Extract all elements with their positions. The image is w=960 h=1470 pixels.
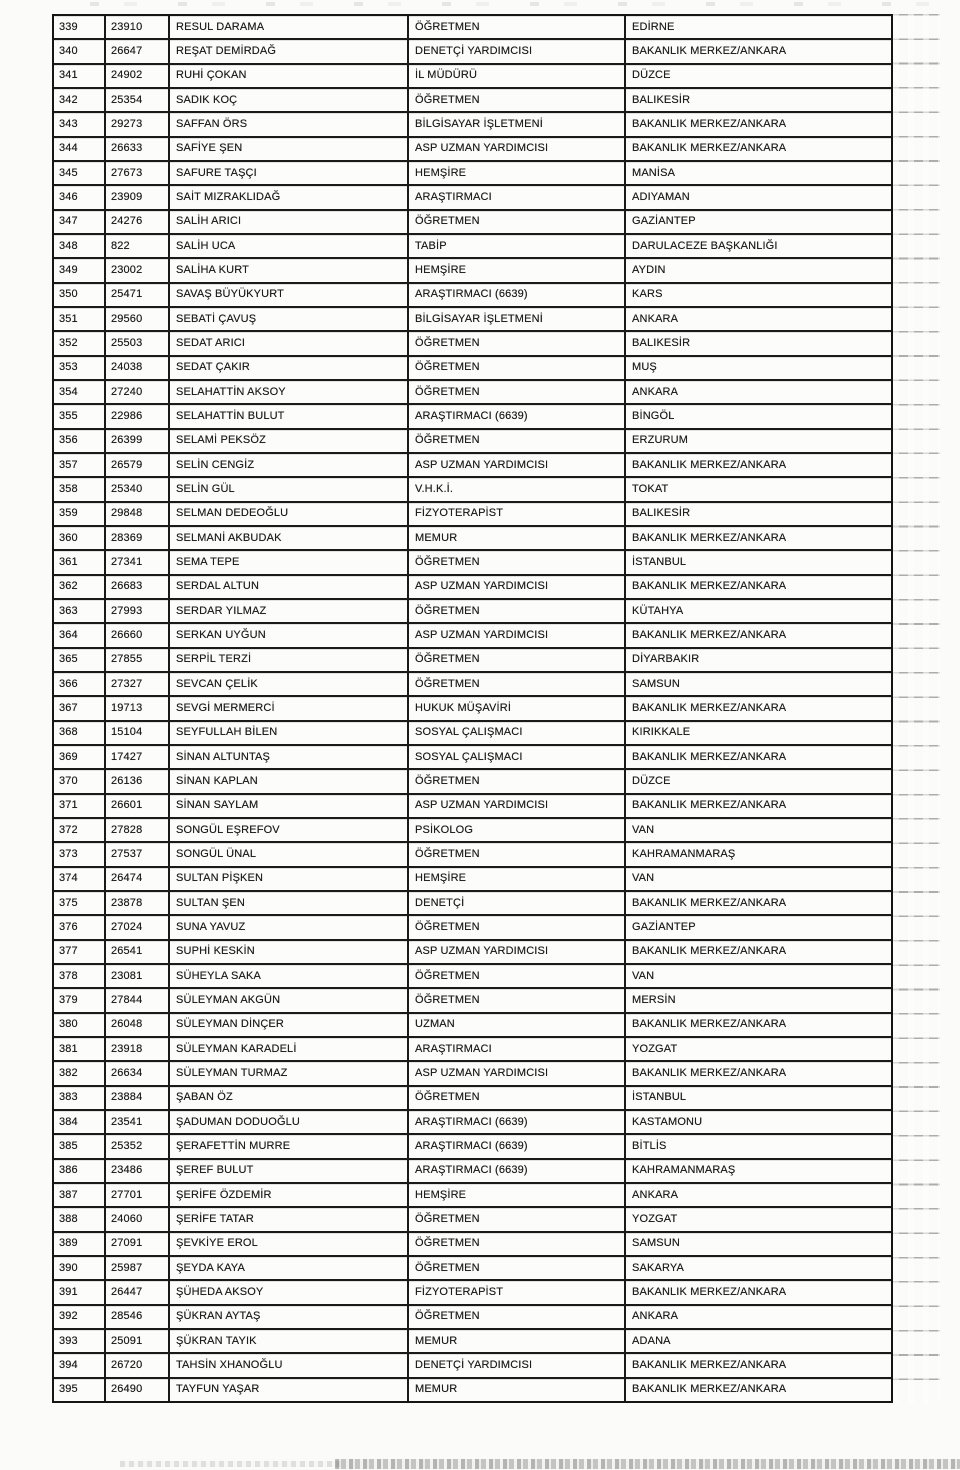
row-number-cell: 388 [54, 1208, 104, 1230]
province-cell: BAKANLIK MERKEZ/ANKARA [626, 697, 891, 719]
title-cell: DENETÇİ YARDIMCISI [409, 40, 624, 62]
registry-no-cell: 24902 [106, 65, 168, 87]
province-cell: MANİSA [626, 162, 891, 184]
registry-no-cell: 23884 [106, 1087, 168, 1109]
registry-no-cell: 28546 [106, 1306, 168, 1328]
name-cell: SADIK KOÇ [170, 89, 407, 111]
province-cell: BAKANLIK MERKEZ/ANKARA [626, 40, 891, 62]
name-cell: REŞAT DEMİRDAĞ [170, 40, 407, 62]
title-cell: ASP UZMAN YARDIMCISI [409, 795, 624, 817]
row-number-cell: 353 [54, 357, 104, 379]
province-cell: DARULACEZE BAŞKANLIĞI [626, 235, 891, 257]
province-cell: BAKANLIK MERKEZ/ANKARA [626, 113, 891, 135]
name-cell: SELAMİ PEKSÖZ [170, 430, 407, 452]
title-cell: ASP UZMAN YARDIMCISI [409, 941, 624, 963]
scan-line-bleed [893, 14, 940, 1403]
province-cell: KIRIKKALE [626, 722, 891, 744]
row-number-cell: 369 [54, 746, 104, 768]
province-cell: BİNGÖL [626, 405, 891, 427]
name-cell: SİNAN KAPLAN [170, 770, 407, 792]
row-number-cell: 359 [54, 503, 104, 525]
title-cell: PSİKOLOG [409, 819, 624, 841]
title-cell: MEMUR [409, 1379, 624, 1401]
registry-no-cell: 27855 [106, 649, 168, 671]
title-cell: ÖĞRETMEN [409, 916, 624, 938]
row-number-cell: 352 [54, 332, 104, 354]
name-cell: ŞABAN ÖZ [170, 1087, 407, 1109]
registry-no-cell: 25987 [106, 1257, 168, 1279]
province-cell: BAKANLIK MERKEZ/ANKARA [626, 746, 891, 768]
row-number-cell: 362 [54, 576, 104, 598]
registry-no-cell: 23541 [106, 1111, 168, 1133]
name-cell: SELAHATTİN BULUT [170, 405, 407, 427]
row-number-cell: 368 [54, 722, 104, 744]
row-number-cell: 367 [54, 697, 104, 719]
name-cell: SÜLEYMAN AKGÜN [170, 989, 407, 1011]
registry-no-cell: 29560 [106, 308, 168, 330]
province-cell: ANKARA [626, 1184, 891, 1206]
province-cell: EDİRNE [626, 16, 891, 38]
name-cell: SERKAN UYĞUN [170, 624, 407, 646]
name-cell: SÜLEYMAN KARADELİ [170, 1038, 407, 1060]
title-cell: ÖĞRETMEN [409, 16, 624, 38]
row-number-cell: 384 [54, 1111, 104, 1133]
name-cell: SULTAN PİŞKEN [170, 868, 407, 890]
name-cell: SEDAT ARICI [170, 332, 407, 354]
name-cell: SAFURE TAŞÇI [170, 162, 407, 184]
registry-no-cell: 26136 [106, 770, 168, 792]
registry-no-cell: 27844 [106, 989, 168, 1011]
province-cell: VAN [626, 819, 891, 841]
registry-no-cell: 26601 [106, 795, 168, 817]
row-number-cell: 381 [54, 1038, 104, 1060]
province-cell: İSTANBUL [626, 1087, 891, 1109]
row-number-cell: 341 [54, 65, 104, 87]
registry-no-cell: 26634 [106, 1062, 168, 1084]
row-number-cell: 350 [54, 284, 104, 306]
province-cell: BAKANLIK MERKEZ/ANKARA [626, 795, 891, 817]
registry-no-cell: 26633 [106, 138, 168, 160]
row-number-cell: 344 [54, 138, 104, 160]
registry-no-cell: 27993 [106, 600, 168, 622]
row-number-cell: 357 [54, 454, 104, 476]
province-cell: GAZİANTEP [626, 211, 891, 233]
registry-no-cell: 25352 [106, 1135, 168, 1157]
province-cell: BALIKESİR [626, 503, 891, 525]
name-cell: TAYFUN YAŞAR [170, 1379, 407, 1401]
name-cell: TAHSİN XHANOĞLU [170, 1354, 407, 1376]
registry-no-cell: 19713 [106, 697, 168, 719]
row-number-cell: 391 [54, 1281, 104, 1303]
province-cell: BAKANLIK MERKEZ/ANKARA [626, 576, 891, 598]
name-cell: SELAHATTİN AKSOY [170, 381, 407, 403]
province-cell: SAKARYA [626, 1257, 891, 1279]
province-cell: BALIKESİR [626, 332, 891, 354]
name-cell: SEYFULLAH BİLEN [170, 722, 407, 744]
name-cell: SERDAL ALTUN [170, 576, 407, 598]
title-cell: HUKUK MÜŞAVİRİ [409, 697, 624, 719]
name-cell: SELİN GÜL [170, 478, 407, 500]
row-number-cell: 392 [54, 1306, 104, 1328]
row-number-cell: 389 [54, 1233, 104, 1255]
province-cell: SAMSUN [626, 673, 891, 695]
title-cell: ASP UZMAN YARDIMCISI [409, 1062, 624, 1084]
title-cell: ARAŞTIRMACI (6639) [409, 1160, 624, 1182]
name-cell: SEVGİ MERMERCİ [170, 697, 407, 719]
row-number-cell: 354 [54, 381, 104, 403]
name-cell: SEDAT ÇAKIR [170, 357, 407, 379]
title-cell: ÖĞRETMEN [409, 551, 624, 573]
registry-no-cell: 24038 [106, 357, 168, 379]
scan-band [335, 1459, 960, 1469]
title-cell: V.H.K.İ. [409, 478, 624, 500]
name-cell: SELİN CENGİZ [170, 454, 407, 476]
row-number-cell: 340 [54, 40, 104, 62]
province-cell: SAMSUN [626, 1233, 891, 1255]
name-cell: SÜLEYMAN DİNÇER [170, 1014, 407, 1036]
registry-no-cell: 27327 [106, 673, 168, 695]
province-cell: BAKANLIK MERKEZ/ANKARA [626, 138, 891, 160]
registry-no-cell: 27537 [106, 843, 168, 865]
title-cell: ÖĞRETMEN [409, 1306, 624, 1328]
row-number-cell: 394 [54, 1354, 104, 1376]
registry-no-cell: 23081 [106, 965, 168, 987]
name-cell: ŞERAFETTİN MURRE [170, 1135, 407, 1157]
province-cell: ERZURUM [626, 430, 891, 452]
title-cell: ÖĞRETMEN [409, 430, 624, 452]
registry-no-cell: 23909 [106, 186, 168, 208]
name-cell: SAİT MIZRAKLIDAĞ [170, 186, 407, 208]
title-cell: ARAŞTIRMACI (6639) [409, 405, 624, 427]
title-cell: MEMUR [409, 527, 624, 549]
province-cell: BAKANLIK MERKEZ/ANKARA [626, 892, 891, 914]
province-cell: DÜZCE [626, 65, 891, 87]
title-cell: ÖĞRETMEN [409, 989, 624, 1011]
name-cell: ŞEVKİYE EROL [170, 1233, 407, 1255]
title-cell: HEMŞİRE [409, 162, 624, 184]
registry-no-cell: 26474 [106, 868, 168, 890]
name-cell: SİNAN SAYLAM [170, 795, 407, 817]
title-cell: BİLGİSAYAR İŞLETMENİ [409, 113, 624, 135]
row-number-cell: 365 [54, 649, 104, 671]
title-cell: ÖĞRETMEN [409, 1257, 624, 1279]
title-cell: ÖĞRETMEN [409, 357, 624, 379]
registry-no-cell: 26683 [106, 576, 168, 598]
province-cell: ADANA [626, 1330, 891, 1352]
row-number-cell: 376 [54, 916, 104, 938]
title-cell: ÖĞRETMEN [409, 89, 624, 111]
row-number-cell: 377 [54, 941, 104, 963]
name-cell: SEBATİ ÇAVUŞ [170, 308, 407, 330]
row-number-cell: 378 [54, 965, 104, 987]
registry-no-cell: 26720 [106, 1354, 168, 1376]
registry-no-cell: 25340 [106, 478, 168, 500]
registry-no-cell: 27701 [106, 1184, 168, 1206]
province-cell: BAKANLIK MERKEZ/ANKARA [626, 1281, 891, 1303]
title-cell: FİZYOTERAPİST [409, 1281, 624, 1303]
name-cell: SEVCAN ÇELİK [170, 673, 407, 695]
title-cell: ÖĞRETMEN [409, 770, 624, 792]
province-cell: TOKAT [626, 478, 891, 500]
title-cell: ÖĞRETMEN [409, 1208, 624, 1230]
registry-no-cell: 17427 [106, 746, 168, 768]
row-number-cell: 380 [54, 1014, 104, 1036]
title-cell: UZMAN [409, 1014, 624, 1036]
row-number-cell: 382 [54, 1062, 104, 1084]
registry-no-cell: 23910 [106, 16, 168, 38]
province-cell: BALIKESİR [626, 89, 891, 111]
province-cell: DÜZCE [626, 770, 891, 792]
registry-no-cell: 26660 [106, 624, 168, 646]
name-cell: SULTAN ŞEN [170, 892, 407, 914]
name-cell: ŞÜHEDA AKSOY [170, 1281, 407, 1303]
name-cell: SONGÜL ÜNAL [170, 843, 407, 865]
name-cell: SALİH ARICI [170, 211, 407, 233]
registry-no-cell: 26541 [106, 941, 168, 963]
title-cell: HEMŞİRE [409, 868, 624, 890]
province-cell: VAN [626, 868, 891, 890]
province-cell: MERSİN [626, 989, 891, 1011]
registry-no-cell: 15104 [106, 722, 168, 744]
title-cell: DENETÇİ [409, 892, 624, 914]
registry-no-cell: 26579 [106, 454, 168, 476]
title-cell: HEMŞİRE [409, 259, 624, 281]
scan-band-faint [120, 1461, 340, 1467]
title-cell: ÖĞRETMEN [409, 600, 624, 622]
registry-no-cell: 29848 [106, 503, 168, 525]
title-cell: SOSYAL ÇALIŞMACI [409, 746, 624, 768]
name-cell: SELMAN DEDEOĞLU [170, 503, 407, 525]
name-cell: ŞADUMAN DODUOĞLU [170, 1111, 407, 1133]
province-cell: BAKANLIK MERKEZ/ANKARA [626, 1354, 891, 1376]
province-cell: KASTAMONU [626, 1111, 891, 1133]
title-cell: ÖĞRETMEN [409, 843, 624, 865]
registry-no-cell: 25354 [106, 89, 168, 111]
row-number-cell: 371 [54, 795, 104, 817]
name-cell: SERDAR YILMAZ [170, 600, 407, 622]
name-cell: ŞÜKRAN TAYIK [170, 1330, 407, 1352]
province-cell: BAKANLIK MERKEZ/ANKARA [626, 1062, 891, 1084]
title-cell: ARAŞTIRMACI (6639) [409, 284, 624, 306]
province-cell: BAKANLIK MERKEZ/ANKARA [626, 527, 891, 549]
title-cell: ASP UZMAN YARDIMCISI [409, 624, 624, 646]
province-cell: ANKARA [626, 308, 891, 330]
row-number-cell: 343 [54, 113, 104, 135]
registry-no-cell: 26048 [106, 1014, 168, 1036]
registry-no-cell: 24060 [106, 1208, 168, 1230]
province-cell: BİTLİS [626, 1135, 891, 1157]
title-cell: ÖĞRETMEN [409, 673, 624, 695]
title-cell: ARAŞTIRMACI [409, 1038, 624, 1060]
province-cell: MUŞ [626, 357, 891, 379]
registry-no-cell: 27091 [106, 1233, 168, 1255]
registry-no-cell: 22986 [106, 405, 168, 427]
name-cell: SÜHEYLA SAKA [170, 965, 407, 987]
province-cell: ANKARA [626, 1306, 891, 1328]
title-cell: ARAŞTIRMACI (6639) [409, 1135, 624, 1157]
title-cell: HEMŞİRE [409, 1184, 624, 1206]
province-cell: İSTANBUL [626, 551, 891, 573]
row-number-cell: 345 [54, 162, 104, 184]
registry-no-cell: 26490 [106, 1379, 168, 1401]
name-cell: SONGÜL EŞREFOV [170, 819, 407, 841]
title-cell: ÖĞRETMEN [409, 1233, 624, 1255]
title-cell: ARAŞTIRMACI (6639) [409, 1111, 624, 1133]
row-number-cell: 360 [54, 527, 104, 549]
province-cell: ANKARA [626, 381, 891, 403]
province-cell: KARS [626, 284, 891, 306]
province-cell: VAN [626, 965, 891, 987]
title-cell: ASP UZMAN YARDIMCISI [409, 454, 624, 476]
name-cell: SELMANİ AKBUDAK [170, 527, 407, 549]
province-cell: BAKANLIK MERKEZ/ANKARA [626, 1014, 891, 1036]
name-cell: RUHİ ÇOKAN [170, 65, 407, 87]
name-cell: ŞEREF BULUT [170, 1160, 407, 1182]
title-cell: MEMUR [409, 1330, 624, 1352]
row-number-cell: 375 [54, 892, 104, 914]
province-cell: ADIYAMAN [626, 186, 891, 208]
title-cell: ÖĞRETMEN [409, 1087, 624, 1109]
title-cell: DENETÇİ YARDIMCISI [409, 1354, 624, 1376]
registry-no-cell: 25091 [106, 1330, 168, 1352]
name-cell: ŞERİFE ÖZDEMİR [170, 1184, 407, 1206]
row-number-cell: 363 [54, 600, 104, 622]
name-cell: ŞEYDA KAYA [170, 1257, 407, 1279]
registry-no-cell: 25471 [106, 284, 168, 306]
province-cell: YOZGAT [626, 1038, 891, 1060]
province-cell: KAHRAMANMARAŞ [626, 1160, 891, 1182]
registry-no-cell: 27024 [106, 916, 168, 938]
row-number-cell: 351 [54, 308, 104, 330]
registry-no-cell: 29273 [106, 113, 168, 135]
title-cell: ÖĞRETMEN [409, 381, 624, 403]
registry-no-cell: 26399 [106, 430, 168, 452]
registry-no-cell: 27240 [106, 381, 168, 403]
row-number-cell: 346 [54, 186, 104, 208]
province-cell: BAKANLIK MERKEZ/ANKARA [626, 624, 891, 646]
title-cell: ASP UZMAN YARDIMCISI [409, 138, 624, 160]
province-cell: BAKANLIK MERKEZ/ANKARA [626, 941, 891, 963]
personnel-table [52, 14, 893, 1403]
title-cell: TABİP [409, 235, 624, 257]
title-cell: SOSYAL ÇALIŞMACI [409, 722, 624, 744]
province-cell: KAHRAMANMARAŞ [626, 843, 891, 865]
name-cell: SERPİL TERZİ [170, 649, 407, 671]
row-number-cell: 361 [54, 551, 104, 573]
province-cell: AYDIN [626, 259, 891, 281]
name-cell: SAVAŞ BÜYÜKYURT [170, 284, 407, 306]
province-cell: KÜTAHYA [626, 600, 891, 622]
title-cell: FİZYOTERAPİST [409, 503, 624, 525]
province-cell: BAKANLIK MERKEZ/ANKARA [626, 454, 891, 476]
row-number-cell: 339 [54, 16, 104, 38]
title-cell: ASP UZMAN YARDIMCISI [409, 576, 624, 598]
name-cell: ŞÜKRAN AYTAŞ [170, 1306, 407, 1328]
province-cell: YOZGAT [626, 1208, 891, 1230]
row-number-cell: 385 [54, 1135, 104, 1157]
registry-no-cell: 23878 [106, 892, 168, 914]
registry-no-cell: 822 [106, 235, 168, 257]
row-number-cell: 356 [54, 430, 104, 452]
row-number-cell: 355 [54, 405, 104, 427]
name-cell: ŞERİFE TATAR [170, 1208, 407, 1230]
row-number-cell: 374 [54, 868, 104, 890]
registry-no-cell: 26647 [106, 40, 168, 62]
title-cell: ÖĞRETMEN [409, 332, 624, 354]
row-number-cell: 358 [54, 478, 104, 500]
row-number-cell: 348 [54, 235, 104, 257]
row-number-cell: 342 [54, 89, 104, 111]
row-number-cell: 387 [54, 1184, 104, 1206]
row-number-cell: 393 [54, 1330, 104, 1352]
name-cell: SİNAN ALTUNTAŞ [170, 746, 407, 768]
title-cell: BİLGİSAYAR İŞLETMENİ [409, 308, 624, 330]
name-cell: SUPHİ KESKİN [170, 941, 407, 963]
province-cell: DİYARBAKIR [626, 649, 891, 671]
row-number-cell: 383 [54, 1087, 104, 1109]
row-number-cell: 379 [54, 989, 104, 1011]
name-cell: SALİH UCA [170, 235, 407, 257]
title-cell: ÖĞRETMEN [409, 211, 624, 233]
province-cell: GAZİANTEP [626, 916, 891, 938]
name-cell: RESUL DARAMA [170, 16, 407, 38]
registry-no-cell: 27341 [106, 551, 168, 573]
registry-no-cell: 28369 [106, 527, 168, 549]
registry-no-cell: 26447 [106, 1281, 168, 1303]
scan-noise-top [90, 2, 944, 6]
registry-no-cell: 24276 [106, 211, 168, 233]
name-cell: SAFFAN ÖRS [170, 113, 407, 135]
registry-no-cell: 25503 [106, 332, 168, 354]
registry-no-cell: 23918 [106, 1038, 168, 1060]
row-number-cell: 364 [54, 624, 104, 646]
name-cell: SUNA YAVUZ [170, 916, 407, 938]
registry-no-cell: 23486 [106, 1160, 168, 1182]
title-cell: ARAŞTIRMACI [409, 186, 624, 208]
name-cell: SAFİYE ŞEN [170, 138, 407, 160]
province-cell: BAKANLIK MERKEZ/ANKARA [626, 1379, 891, 1401]
row-number-cell: 373 [54, 843, 104, 865]
name-cell: SEMA TEPE [170, 551, 407, 573]
row-number-cell: 349 [54, 259, 104, 281]
title-cell: ÖĞRETMEN [409, 649, 624, 671]
row-number-cell: 372 [54, 819, 104, 841]
row-number-cell: 390 [54, 1257, 104, 1279]
row-number-cell: 347 [54, 211, 104, 233]
registry-no-cell: 27673 [106, 162, 168, 184]
row-number-cell: 386 [54, 1160, 104, 1182]
title-cell: ÖĞRETMEN [409, 965, 624, 987]
row-number-cell: 366 [54, 673, 104, 695]
name-cell: SALİHA KURT [170, 259, 407, 281]
title-cell: İL MÜDÜRÜ [409, 65, 624, 87]
row-number-cell: 370 [54, 770, 104, 792]
registry-no-cell: 23002 [106, 259, 168, 281]
row-number-cell: 395 [54, 1379, 104, 1401]
name-cell: SÜLEYMAN TURMAZ [170, 1062, 407, 1084]
registry-no-cell: 27828 [106, 819, 168, 841]
